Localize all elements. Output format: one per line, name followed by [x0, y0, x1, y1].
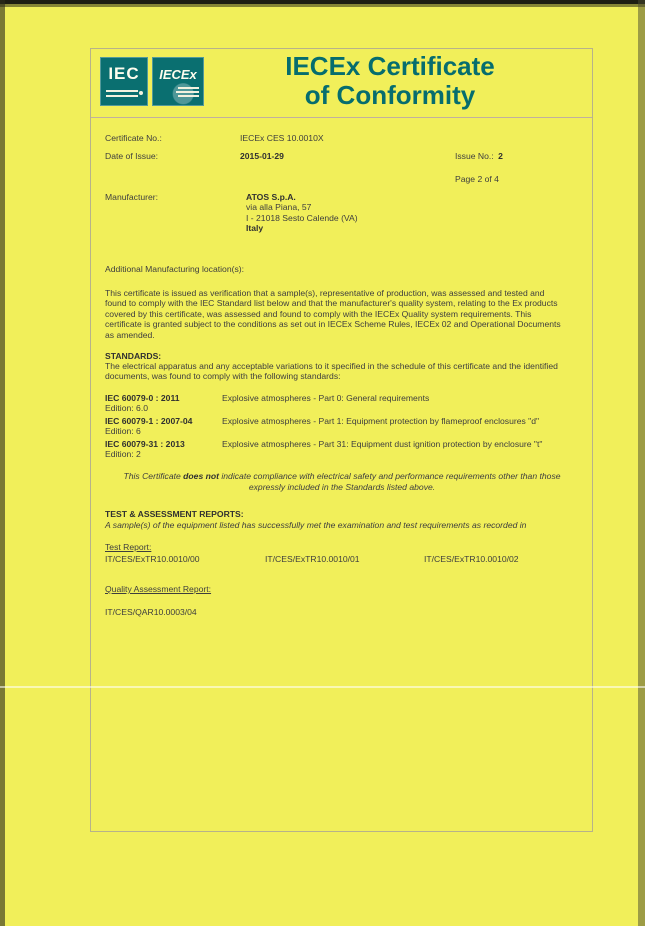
- iecex-logo-bar: [176, 91, 199, 93]
- certificate-title-line1: IECEx Certificate: [285, 51, 495, 81]
- scan-edge-right: [638, 0, 645, 926]
- iecex-logo-bar: [178, 95, 199, 97]
- compliance-note: [95, 471, 589, 493]
- certificate-no-value: IECEx CES 10.0010X: [240, 133, 324, 143]
- iec-logo: [100, 57, 148, 106]
- additional-locations-label: Additional Manufacturing location(s):: [105, 264, 245, 274]
- standards-intro-line: documents, was found to comply with the following standards:: [105, 371, 341, 382]
- standard-code: IEC 60079-1 : 2007-04: [105, 416, 193, 426]
- verification-line: This certificate is issued as verification that a sample(s), representative of production, was assessed and tested and: [105, 288, 545, 298]
- test-reports-heading: TEST & ASSESSMENT REPORTS:: [105, 509, 244, 519]
- standard-code: IEC 60079-0 : 2011: [105, 393, 180, 403]
- standard-edition: Edition: 6: [105, 426, 141, 436]
- verification-paragraph: [105, 288, 561, 340]
- test-report-number: IT/CES/ExTR10.0010/02: [424, 554, 519, 564]
- iecex-logo-bar: [178, 87, 199, 89]
- standard-edition: Edition: 2: [105, 449, 141, 459]
- test-report-number: IT/CES/ExTR10.0010/01: [265, 554, 360, 564]
- manufacturer-name: ATOS S.p.A.: [246, 192, 296, 202]
- standard-edition: Edition: 6.0: [105, 403, 148, 413]
- certificate-no-label: Certificate No.:: [105, 133, 162, 143]
- verification-line: as amended.: [105, 329, 155, 340]
- test-report-number: IT/CES/ExTR10.0010/00: [105, 554, 200, 564]
- manufacturer-address-line: Italy: [246, 223, 264, 234]
- iec-logo-bar: [106, 90, 138, 92]
- standards-intro-line: The electrical apparatus and any acceptable variations to it specified in the schedule of this certificate and the identified: [105, 361, 558, 371]
- date-of-issue-value: 2015-01-29: [240, 151, 284, 161]
- scan-edge-top-inner: [0, 0, 645, 4]
- compliance-note-pre: This Certificate: [123, 471, 184, 481]
- test-reports-intro: A sample(s) of the equipment listed has successfully met the examination and test requirements as recorded in: [105, 520, 527, 530]
- quality-assessment-report-label: Quality Assessment Report:: [105, 584, 212, 594]
- standard-row: [105, 416, 583, 438]
- standard-code: IEC 60079-31 : 2013: [105, 439, 185, 449]
- iec-logo-dot: [139, 91, 143, 95]
- verification-line: found to comply with the IEC Standard list below and that the manufacturer's quality system, relating to the Ex products: [105, 298, 558, 309]
- issue-no-value: 2: [498, 151, 503, 161]
- certificate-title: [225, 52, 555, 110]
- iec-logo-text: IEC: [108, 64, 140, 83]
- standard-description: Explosive atmospheres - Part 0: General requirements: [222, 393, 430, 403]
- standards-heading: STANDARDS:: [105, 351, 162, 361]
- certificate-title-line2: of Conformity: [304, 80, 476, 110]
- manufacturer-address-line: via alla Piana, 57: [246, 202, 312, 213]
- standards-intro: [105, 361, 558, 382]
- verification-line: certificate is granted subject to the conditions as set out in IECEx Scheme Rules, IECEx 02 and Operational Documents: [105, 319, 561, 330]
- manufacturer-block: [246, 192, 358, 234]
- iecex-logo: [152, 57, 204, 106]
- issue-no: [455, 151, 503, 161]
- test-report-label: Test Report:: [105, 542, 152, 552]
- paper-fold-line: [0, 686, 645, 688]
- compliance-note-bold: does not: [183, 471, 219, 481]
- standard-description: Explosive atmospheres - Part 1: Equipment protection by flameproof enclosures "d": [222, 416, 540, 426]
- standard-row: [105, 393, 583, 415]
- scan-edge-left: [0, 0, 5, 926]
- manufacturer-label: Manufacturer:: [105, 192, 159, 202]
- verification-line: covered by this certificate, was assessed and found to comply with the IECEx Quality system requirements. This: [105, 308, 532, 319]
- standard-row: [105, 439, 583, 461]
- iecex-logo-text: IECEx: [159, 67, 197, 82]
- issue-no-label: Issue No.:: [455, 151, 494, 161]
- compliance-note-post: indicate compliance with electrical safety and performance requirements other than those: [218, 471, 561, 481]
- compliance-note-line2: expressly included in the Standards listed above.: [248, 482, 436, 492]
- page-indicator: Page 2 of 4: [455, 174, 499, 184]
- header-rule: [91, 117, 592, 118]
- date-of-issue-label: Date of Issue:: [105, 151, 159, 161]
- quality-assessment-report-number: IT/CES/QAR10.0003/04: [105, 607, 197, 617]
- iec-logo-bar: [106, 95, 138, 97]
- manufacturer-address-line: I - 21018 Sesto Calende (VA): [246, 212, 358, 223]
- standard-description: Explosive atmospheres - Part 31: Equipment dust ignition protection by enclosure "t": [222, 439, 543, 449]
